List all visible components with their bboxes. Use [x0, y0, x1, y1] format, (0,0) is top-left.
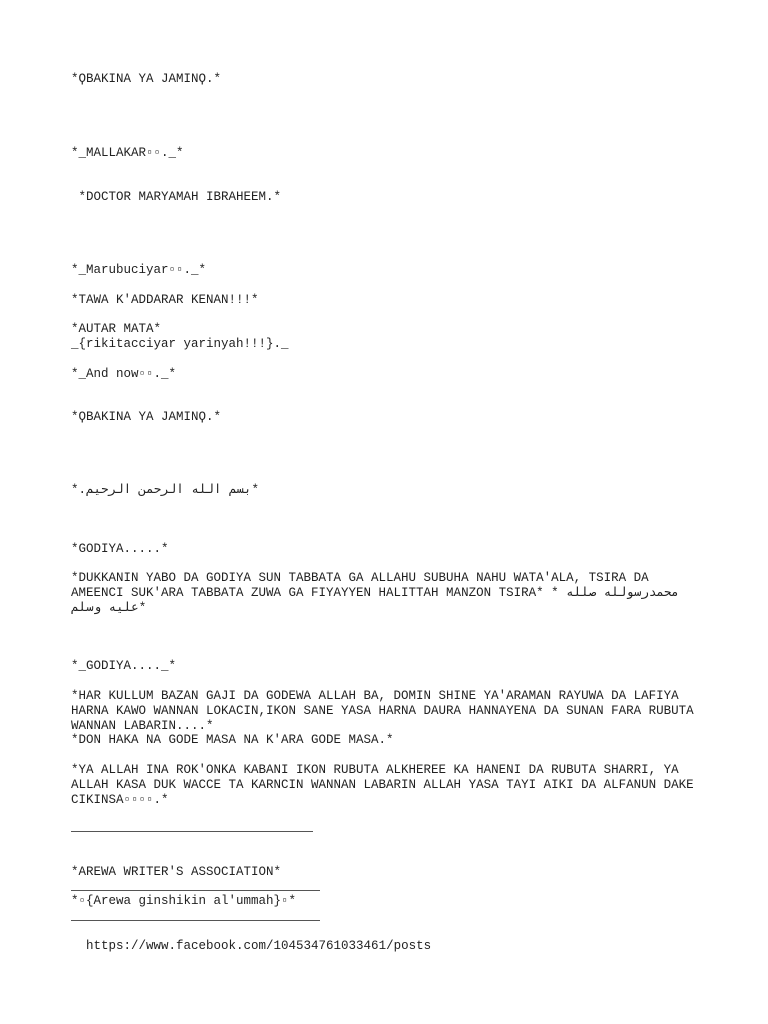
godiya-heading: *GODIYA.....* [71, 542, 169, 556]
story-title-repeat: *ϘBAKINA YA JAMINϘ.* [71, 410, 222, 424]
godiya-paragraph: *DUKKANIN YABO DA GODIYA SUN TABBATA GA ALLAHU SUBUHA NAHU WATA'ALA, TSIRA DA AMEENCI SUK'ARA TABBATA ZUWA GA FIYAYYEN HALITTAH MANZON TSIRA* * محمدرسولله صلله عليه وسلم* [71, 571, 679, 615]
story-title: *ϘBAKINA YA JAMINϘ.* [71, 72, 222, 86]
divider [71, 831, 313, 832]
author-section-label: *_Marubuciyar▫▫._* [71, 263, 207, 277]
divider [71, 920, 320, 921]
bismillah: *بسم الله الرحمن الرحيم.* [71, 483, 259, 497]
prayer-paragraph: *YA ALLAH INA ROK'ONKA KABANI IKON RUBUTA ALKHEREE KA HANENI DA RUBUTA SHARRI, YA ALLAH KASA DUK WACCE TA KARNCIN WANNAN LABARIN ALLAH YASA TAYI AIKI DA ALFANUN DAKE CIKINSA▫▫▫▫.* [71, 763, 694, 807]
tagline: *TAWA K'ADDARAR KENAN!!!* [71, 293, 259, 307]
writer-name: *DOCTOR MARYAMAH IBRAHEEM.* [71, 190, 282, 204]
previous-book-title: *AUTAR MATA* [71, 322, 162, 336]
now-section-label: *_And now▫▫._* [71, 367, 177, 381]
previous-book-subtitle: _{rikitacciyar yarinyah!!!}._ [71, 337, 289, 351]
writer-section-label: *_MALLAKAR▫▫._* [71, 146, 184, 160]
godiya2-closing-line: *DON HAKA NA GODE MASA NA K'ARA GODE MASA.* [71, 733, 394, 747]
divider [71, 890, 320, 891]
association-name: *AREWA WRITER'S ASSOCIATION* [71, 865, 282, 879]
facebook-link[interactable] [71, 924, 431, 954]
association-motto: *▫{Arewa ginshikin al'ummah}▫* [71, 894, 297, 908]
godiya2-paragraph: *HAR KULLUM BAZAN GAJI DA GODEWA ALLAH BA, DOMIN SHINE YA'ARAMAN RAYUWA DA LAFIYA HARNA KAWO WANNAN LOKACIN,IKON SANE YASA HARNA DAURA HANNAYENA DA SUNAN FARA RUBUTA WANNAN LABARIN....* [71, 689, 694, 733]
facebook-url[interactable]: https://www.facebook.com/104534761033461/posts [86, 939, 432, 953]
godiya2-heading: *_GODIYA...._* [71, 659, 177, 673]
